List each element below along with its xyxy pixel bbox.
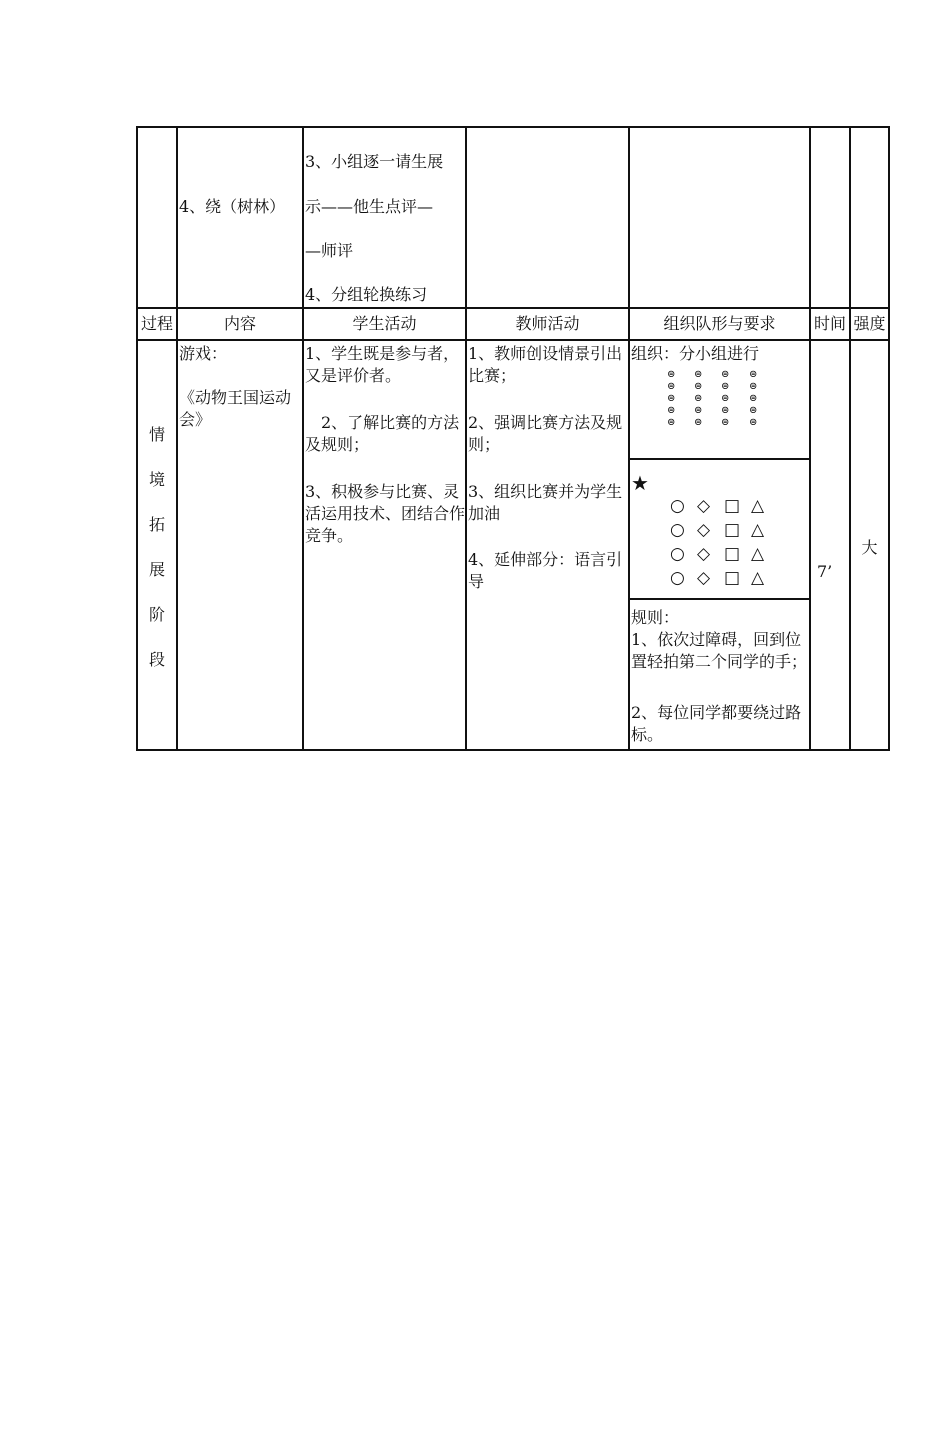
student-dot-icon: ⊜ [721, 369, 730, 380]
diamond-icon: ◇ [697, 568, 711, 588]
header-intensity: 强度 [853, 314, 886, 333]
top-row-student-line-4: 4、分组轮换练习 [305, 285, 428, 304]
square-icon: □ [724, 520, 741, 540]
square-icon: □ [724, 496, 741, 516]
teacher-activity-4: 4、延伸部分：语言引导 [468, 550, 623, 591]
game-label: 游戏： [179, 344, 228, 363]
triangle-icon: △ [751, 496, 765, 516]
student-dot-icon: ⊜ [694, 417, 703, 428]
triangle-icon: △ [751, 544, 765, 564]
circle-icon: ○ [670, 544, 685, 564]
header-content: 内容 [223, 314, 256, 333]
org-divider-1 [628, 458, 811, 460]
org-divider-2 [628, 598, 811, 600]
student-dot-icon: ⊜ [749, 417, 758, 428]
stage-char-1: 情 [148, 425, 165, 444]
student-dot-icon: ⊜ [749, 381, 758, 392]
student-dot-icon: ⊜ [749, 369, 758, 380]
col-border-2 [176, 126, 178, 751]
student-dot-icon: ⊜ [667, 393, 676, 404]
col-border-3 [302, 126, 304, 751]
stage-char-5: 阶 [148, 605, 165, 624]
student-dot-icon: ⊜ [667, 417, 676, 428]
col-border-8 [888, 126, 890, 751]
header-student: 学生活动 [352, 314, 417, 333]
header-teacher: 教师活动 [515, 314, 580, 333]
student-dot-icon: ⊜ [694, 369, 703, 380]
square-icon: □ [724, 568, 741, 588]
student-activity-3: 3、积极参与比赛、灵活运用技术、团结合作竞争。 [305, 482, 466, 545]
top-row-student-line-3: —师评 [305, 241, 354, 260]
student-dot-icon: ⊜ [721, 417, 730, 428]
table-border-header-bottom [136, 339, 890, 341]
stage-char-6: 段 [148, 650, 165, 669]
stage-char-4: 展 [148, 560, 165, 579]
diamond-icon: ◇ [697, 520, 711, 540]
triangle-icon: △ [751, 568, 765, 588]
student-dot-icon: ⊜ [694, 381, 703, 392]
star-icon: ★ [631, 471, 649, 495]
diamond-icon: ◇ [697, 544, 711, 564]
col-border-7 [849, 126, 851, 751]
time-value: 7’ [817, 562, 833, 581]
top-row-student-line-2: 示——他生点评— [305, 197, 434, 216]
game-name: 《动物王国运动会》 [179, 388, 292, 429]
student-dot-icon: ⊜ [667, 405, 676, 416]
table-border-header-top [136, 307, 890, 309]
triangle-icon: △ [751, 520, 765, 540]
circle-icon: ○ [670, 496, 685, 516]
square-icon: □ [724, 544, 741, 564]
header-time: 时间 [813, 314, 846, 333]
student-dot-icon: ⊜ [667, 381, 676, 392]
student-dot-icon: ⊜ [694, 393, 703, 404]
table-border-bottom [136, 749, 890, 751]
student-dot-icon: ⊜ [721, 393, 730, 404]
header-organization: 组织队形与要求 [663, 314, 776, 333]
student-dot-icon: ⊜ [721, 381, 730, 392]
circle-icon: ○ [670, 568, 685, 588]
student-dot-icon: ⊜ [694, 405, 703, 416]
intensity-value: 大 [861, 538, 878, 557]
student-activity-1: 1、学生既是参与者，又是评价者。 [305, 344, 460, 385]
teacher-activity-2: 2、强调比赛方法及规则； [468, 413, 623, 454]
student-dot-icon: ⊜ [721, 405, 730, 416]
student-dot-icon: ⊜ [749, 405, 758, 416]
org-title: 组织：分小组进行 [631, 344, 760, 363]
student-dot-icon: ⊜ [749, 393, 758, 404]
top-row-student-line-1: 3、小组逐一请生展 [305, 152, 444, 171]
student-activity-2: 2、了解比赛的方法及规则； [305, 413, 460, 454]
header-process: 过程 [140, 314, 173, 333]
table-border-top [136, 126, 890, 128]
teacher-activity-3: 3、组织比赛并为学生加油 [468, 482, 623, 523]
rules-heading: 规则： [631, 608, 680, 627]
stage-char-3: 拓 [148, 515, 165, 534]
circle-icon: ○ [670, 520, 685, 540]
student-dot-icon: ⊜ [667, 369, 676, 380]
rule-2: 2、每位同学都要绕过路标。 [631, 703, 802, 744]
diamond-icon: ◇ [697, 496, 711, 516]
rule-1: 1、依次过障碍，回到位置轻拍第二个同学的手； [631, 630, 808, 671]
teacher-activity-1: 1、教师创设情景引出比赛； [468, 344, 623, 385]
stage-char-2: 境 [148, 470, 165, 489]
stage-label [138, 412, 176, 682]
top-row-content: 4、绕（树林） [179, 197, 286, 216]
